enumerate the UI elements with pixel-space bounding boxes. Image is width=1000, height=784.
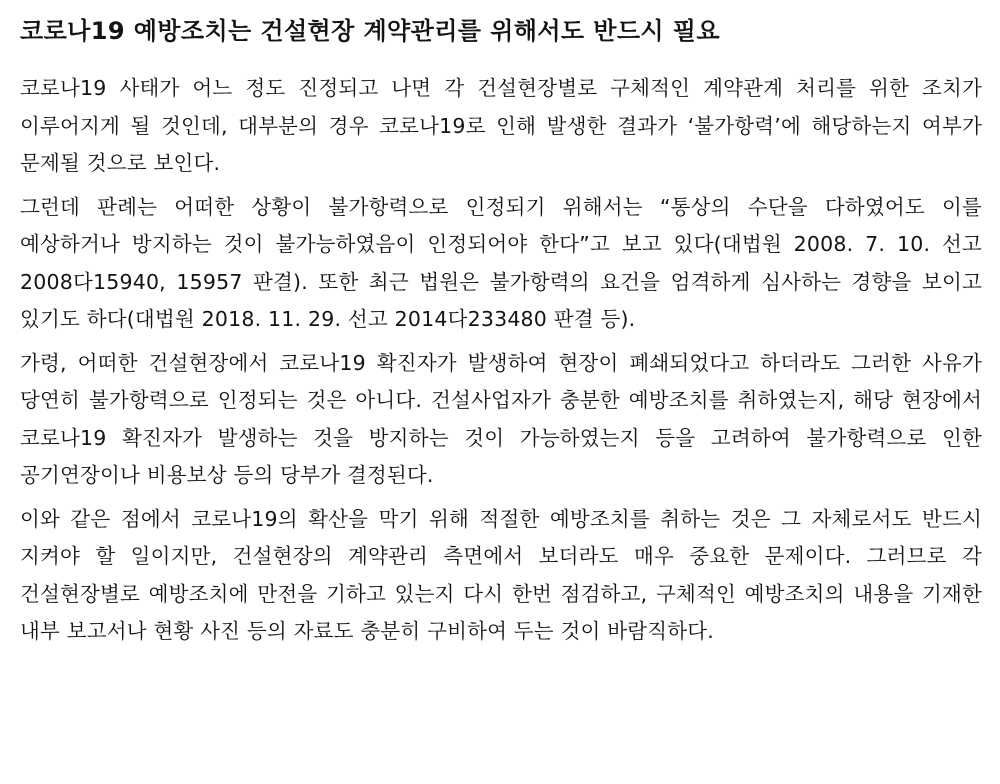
paragraph-2: 그런데 판례는 어떠한 상황이 불가항력으로 인정되기 위해서는 “통상의 수단을 다하였어도 이를 예상하거나 방지하는 것이 불가능하였음이 인정되어야 한다”고 보고 있다(대법원 2008. 7. 10. 선고 2008다15940, 15957 판결). 또한 최근 법원은 불가항력의 요건을 엄격하게 심사하는 경향을 보이고 있기도 하다(대법원 2018. 11. 29. 선고 2014다233480 판결 등). bbox=[20, 194, 982, 331]
paragraph-4: 이와 같은 점에서 코로나19의 확산을 막기 위해 적절한 예방조치를 취하는 것은 그 자체로서도 반드시 지켜야 할 일이지만, 건설현장의 계약관리 측면에서 보더라도 매우 중요한 문제이다. 그러므로 각 건설현장별로 예방조치에 만전을 기하고 있는지 다시 한번 점검하고, 구체적인 예방조치의 내용을 기재한 내부 보고서나 현황 사진 등의 자료도 충분히 구비하여 두는 것이 바람직하다. bbox=[20, 506, 982, 643]
article bbox=[20, 8, 982, 651]
paragraph-1: 코로나19 사태가 어느 정도 진정되고 나면 각 건설현장별로 구체적인 계약관계 처리를 위한 조치가 이루어지게 될 것인데, 대부분의 경우 코로나19로 인해 발생한 결과가 ‘불가항력’에 해당하는지 여부가 문제될 것으로 보인다. bbox=[20, 76, 982, 175]
paragraph-3: 가령, 어떠한 건설현장에서 코로나19 확진자가 발생하여 현장이 폐쇄되었다고 하더라도 그러한 사유가 당연히 불가항력으로 인정되는 것은 아니다. 건설사업자가 충분한 예방조치를 취하였는지, 해당 현장에서 코로나19 확진자가 발생하는 것을 방지하는 것이 가능하였는지 등을 고려하여 불가항력으로 인한 공기연장이나 비용보상 등의 당부가 결정된다. bbox=[20, 350, 982, 487]
article-title: 코로나19 예방조치는 건설현장 계약관리를 위해서도 반드시 필요 bbox=[20, 17, 720, 45]
